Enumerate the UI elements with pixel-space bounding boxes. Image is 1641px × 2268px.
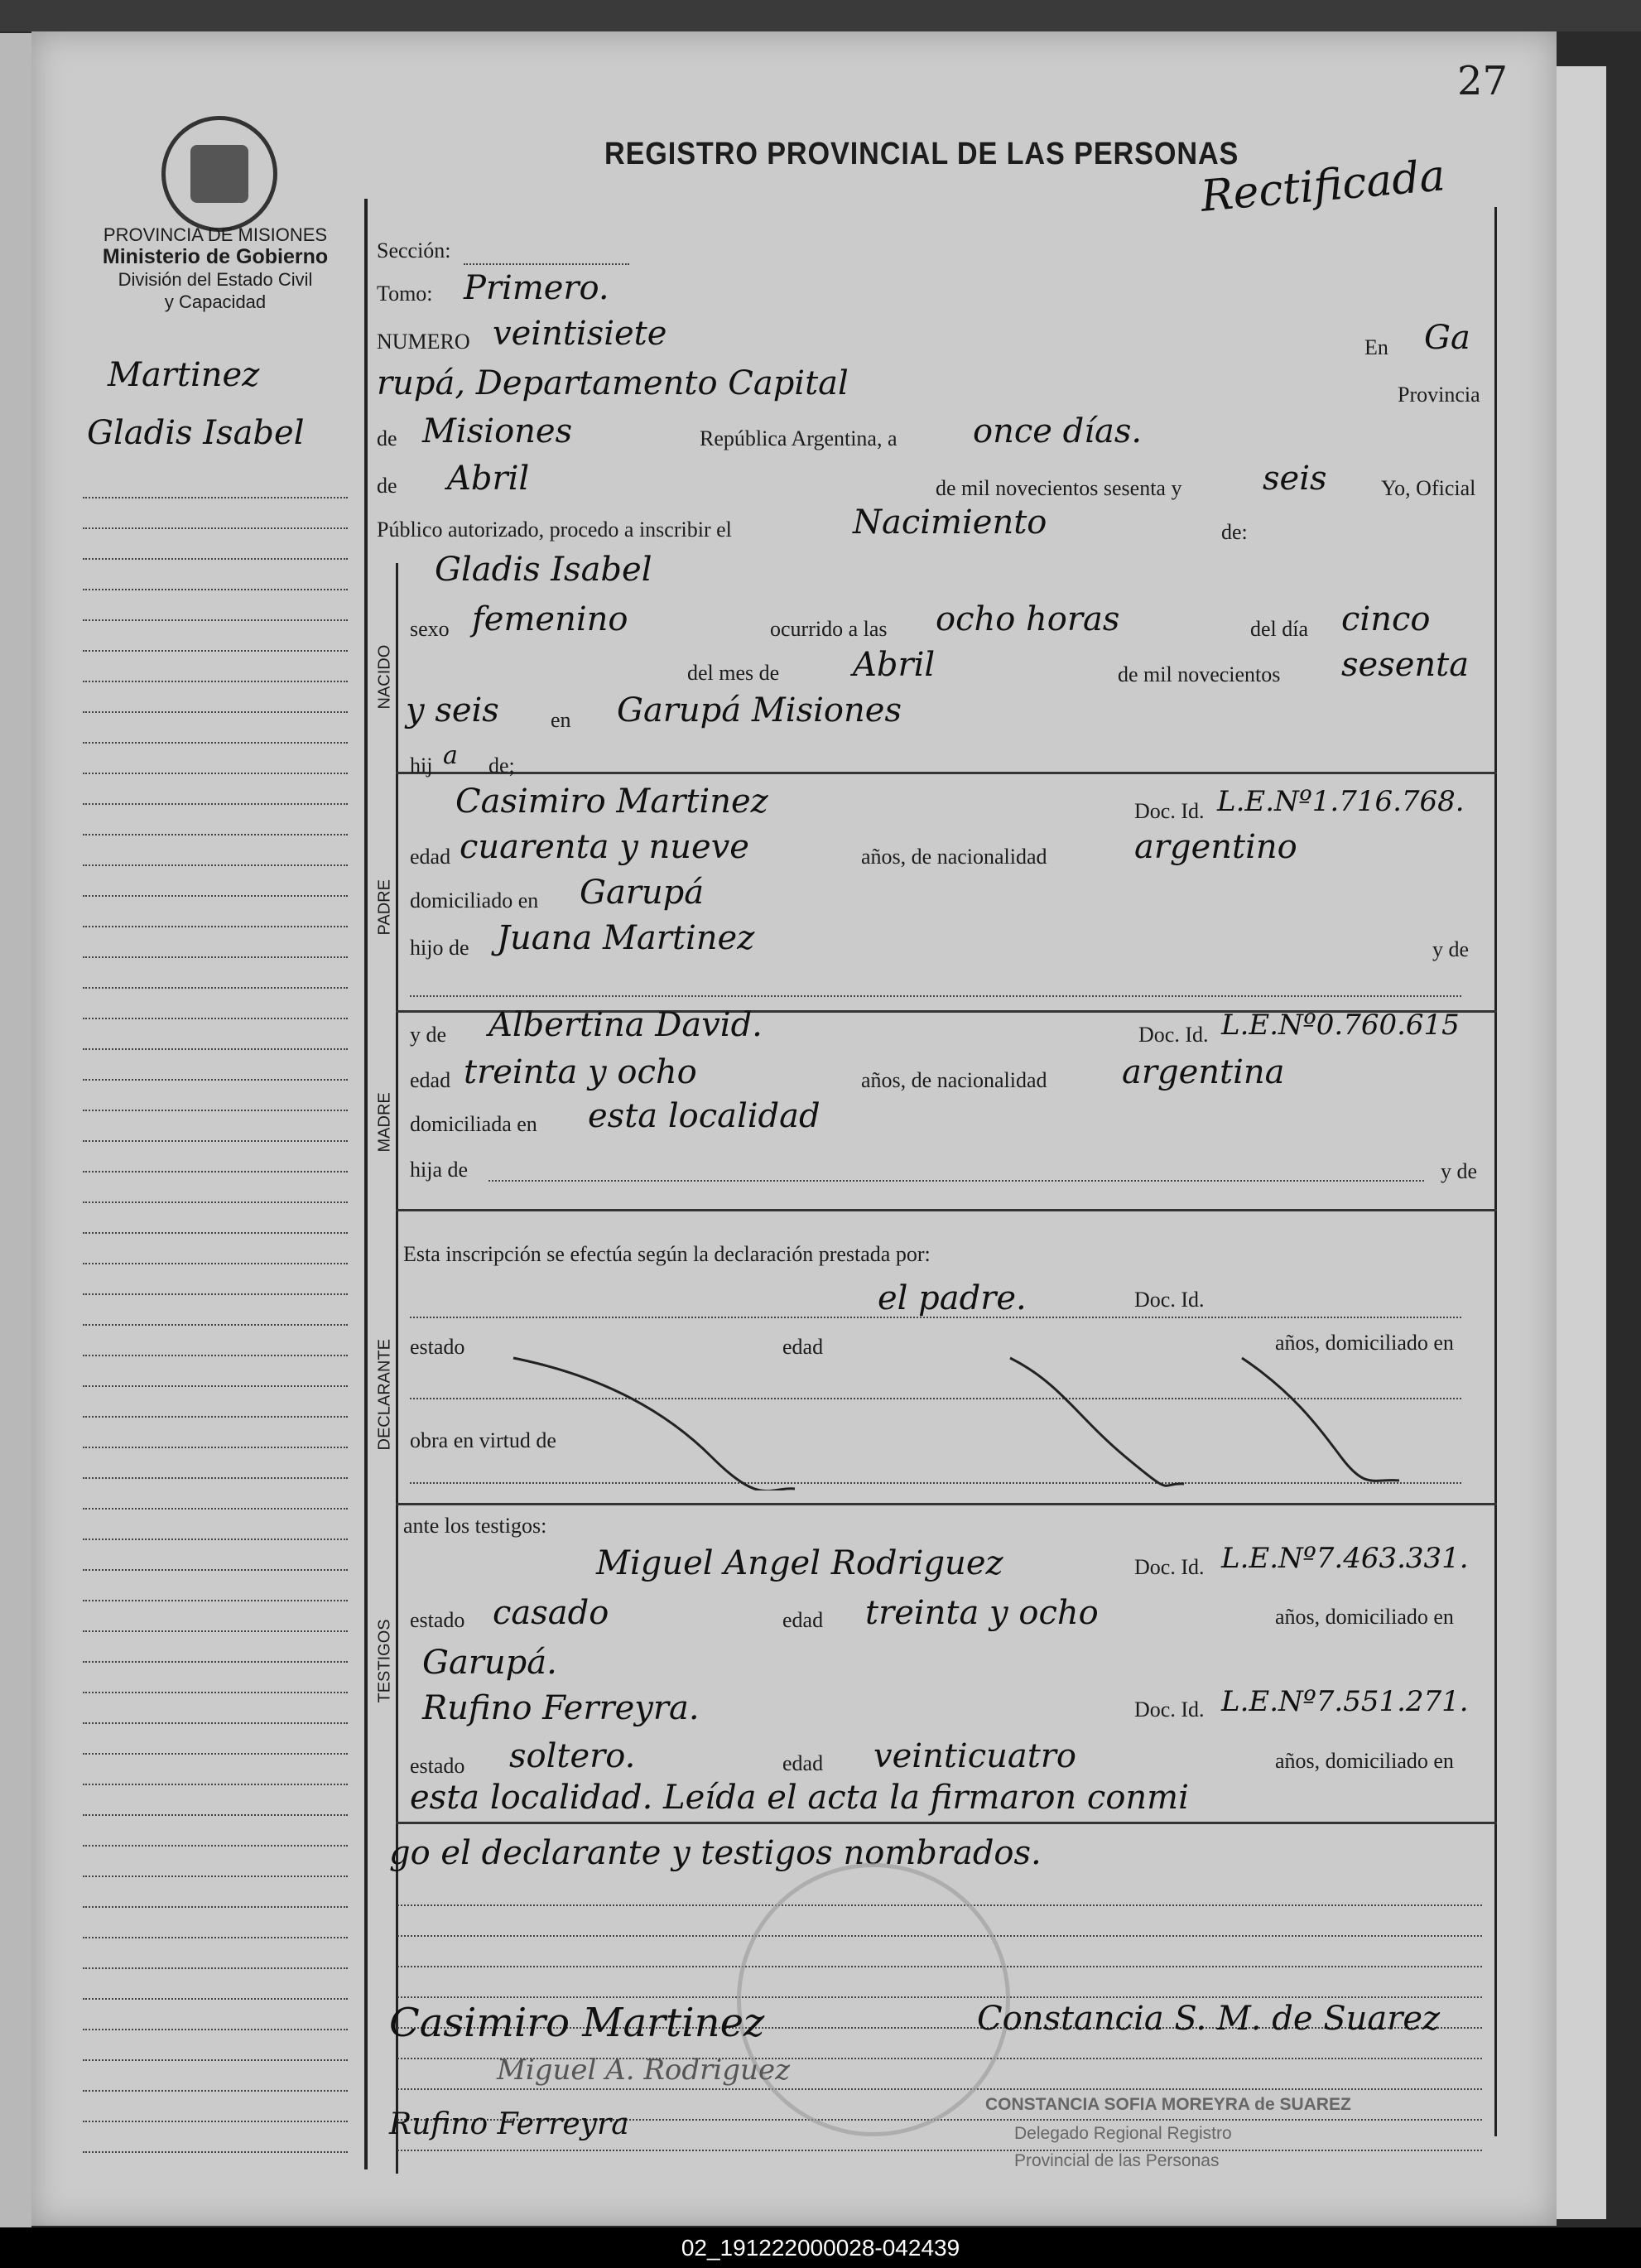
padre-side-label: PADRE [375, 879, 394, 936]
de-label: de [377, 426, 397, 450]
testigo1-anios-label: años, domiciliado en [1275, 1605, 1454, 1629]
circular-registry-stamp [737, 1863, 1010, 2136]
testigo2-doc-value: L.E.Nº7.551.271. [1221, 1685, 1469, 1718]
testigo1-nombre: Miguel Angel Rodriguez [596, 1544, 1003, 1582]
padre-nac-value: argentino [1134, 828, 1297, 866]
margin-rule [83, 956, 348, 958]
scan-top-edge [0, 0, 1641, 31]
testigo2-doc-label: Doc. Id. [1134, 1697, 1205, 1721]
declarante-edad-label: edad [782, 1335, 824, 1359]
ministry-province: PROVINCIA DE MISIONES [103, 224, 328, 245]
margin-rule [83, 895, 348, 897]
margin-rule [83, 1998, 348, 2000]
anio-value: sesenta [1341, 646, 1470, 684]
testigo1-edad-label: edad [782, 1608, 824, 1632]
page-number: 27 [1457, 58, 1509, 104]
padre-dom-label: domiciliado en [410, 888, 539, 912]
testigo1-doc-value: L.E.Nº7.463.331. [1221, 1542, 1469, 1575]
margin-rule [83, 1967, 348, 1969]
signature-casimiro: Casimiro Martinez [389, 2000, 765, 2046]
margin-rule [83, 803, 348, 805]
margin-rule [83, 1416, 348, 1418]
margin-rule [83, 497, 348, 498]
hij-de-label: de; [488, 754, 515, 778]
margin-rule [83, 834, 348, 835]
declarante-obra-label: obra en virtud de [410, 1428, 556, 1452]
ministry-division: División del Estado Civil [118, 269, 313, 290]
closing-line-2: go el declarante y testigos nombrados. [389, 1834, 1042, 1872]
testigo2-nombre: Rufino Ferreyra. [422, 1689, 700, 1727]
mil-label: de mil novecientos [1118, 662, 1281, 686]
padre-edad-label: edad [410, 845, 451, 869]
stamp-office: Provincial de las Personas [1014, 2151, 1220, 2170]
padre-nac-label: años, de nacionalidad [861, 845, 1047, 869]
en-value: Ga [1424, 319, 1470, 357]
padre-doc-label: Doc. Id. [1134, 799, 1205, 823]
margin-rule [83, 742, 348, 744]
padre-hijo-value: Juana Martinez [497, 919, 755, 957]
padre-hijo-label: hijo de [410, 936, 469, 960]
margin-rule [83, 1110, 348, 1111]
margin-divider [364, 199, 368, 2169]
mes-label: del mes de [687, 661, 780, 685]
madre-hija-line [488, 1180, 1424, 1182]
madre-yde2-label: y de [1441, 1159, 1478, 1183]
numero-value: veintisiete [493, 315, 667, 353]
margin-rule [83, 2151, 348, 2153]
madre-hija-label: hija de [410, 1158, 469, 1182]
margin-rule [83, 2090, 348, 2092]
padre-blank-line [410, 995, 1461, 997]
mes-value: Abril [853, 646, 936, 684]
margin-rule [83, 1538, 348, 1540]
del-dia-label: del día [1250, 617, 1309, 641]
acto-value: Nacimiento [853, 503, 1047, 542]
numero-label: NUMERO [377, 330, 470, 354]
declarante-line-1 [410, 1317, 1461, 1318]
tomo-label: Tomo: [377, 282, 433, 306]
publico-label: Público autorizado, procedo a inscribir el [377, 518, 732, 542]
nacido-side-label: NACIDO [375, 644, 394, 710]
republica-label: República Argentina, a [700, 426, 897, 450]
declarante-estado-label: estado [410, 1335, 465, 1359]
padre-yde-label: y de [1432, 937, 1470, 961]
testigo1-doc-label: Doc. Id. [1134, 1555, 1205, 1579]
en-lugar-label: en [551, 708, 571, 732]
margin-rule [83, 650, 348, 652]
lugar-value: Garupá Misiones [617, 691, 902, 730]
rule-nacido-end [396, 772, 1497, 774]
margin-rule [83, 987, 348, 989]
signature-miguel: Miguel A. Rodriguez [497, 2054, 790, 2087]
margin-rule [83, 1814, 348, 1816]
margin-rule [83, 926, 348, 927]
right-frame-line [1494, 207, 1497, 2136]
madre-doc-label: Doc. Id. [1138, 1023, 1209, 1047]
padre-doc-value: L.E.Nº1.716.768. [1217, 785, 1465, 818]
sexo-label: sexo [410, 617, 450, 641]
de3-label: de: [1221, 520, 1248, 544]
signature-rufino: Rufino Ferreyra [389, 2107, 629, 2141]
declarante-intro: Esta inscripción se efectúa según la declaración prestada por: [403, 1242, 931, 1266]
anio2-value: y seis [406, 691, 499, 730]
declarante-side-label: DECLARANTE [375, 1339, 394, 1451]
margin-rule [83, 1385, 348, 1387]
margin-rule [83, 1630, 348, 1632]
madre-nac-value: argentina [1122, 1053, 1285, 1091]
book-left-edge [0, 33, 31, 2227]
margin-rule [83, 1784, 348, 1785]
child-name: Gladis Isabel [435, 551, 652, 589]
margin-given-name: Gladis Isabel [87, 414, 305, 452]
margin-rule [83, 681, 348, 682]
rule-testigos-end [396, 1822, 1497, 1824]
madre-nombre: Albertina David. [488, 1006, 763, 1044]
padre-nombre: Casimiro Martinez [455, 782, 768, 821]
ministry-name: Ministerio de Gobierno [102, 245, 329, 268]
sexo-value: femenino [472, 600, 628, 638]
margin-rule [83, 1600, 348, 1601]
margin-rule [83, 773, 348, 774]
margin-rule [83, 1692, 348, 1693]
testigo2-anios-label: años, domiciliado en [1275, 1749, 1454, 1773]
margin-rule [83, 2059, 348, 2061]
dia-value: cinco [1341, 600, 1431, 638]
en-label: En [1364, 335, 1388, 359]
province-value: Misiones [422, 412, 573, 450]
stamp-name: CONSTANCIA SOFIA MOREYRA de SUAREZ [985, 2095, 1351, 2114]
scan-id-footer: 02_191222000028-042439 [0, 2227, 1641, 2268]
testigo2-estado-label: estado [410, 1754, 465, 1778]
margin-rule [83, 619, 348, 621]
ocurrido-label: ocurrido a las [770, 617, 888, 641]
testigo1-dom-value: Garupá. [422, 1644, 557, 1682]
margin-rule [83, 1447, 348, 1448]
margin-rule [83, 1201, 348, 1203]
year-label: de mil novecientos sesenta y [936, 476, 1182, 500]
margin-rule [83, 1140, 348, 1142]
signature-constancia: Constancia S. M. de Suarez [977, 2000, 1441, 2038]
testigo1-estado-label: estado [410, 1608, 465, 1632]
margin-rule [83, 589, 348, 590]
margin-rule [83, 1293, 348, 1295]
margin-rule [83, 1508, 348, 1510]
rectificada-annotation: Rectificada [1198, 151, 1447, 222]
provincial-seal [161, 116, 277, 232]
closing-line-1: esta localidad. Leída el acta la firmaron conmi [410, 1779, 1189, 1817]
padre-dom-value: Garupá [580, 874, 705, 912]
rule-declarante-end [396, 1503, 1497, 1505]
ministry-block [50, 224, 381, 313]
madre-nac-label: años, de nacionalidad [861, 1068, 1047, 1092]
margin-rule [83, 1018, 348, 1019]
ministry-capacity: y Capacidad [164, 291, 267, 312]
provincia-label: Provincia [1398, 383, 1480, 407]
testigos-intro: ante los testigos: [403, 1514, 547, 1538]
month-value: Abril [447, 460, 530, 498]
madre-dom-value: esta localidad [588, 1097, 820, 1135]
rule-madre-end [396, 1209, 1497, 1211]
margin-rule [83, 1171, 348, 1173]
margin-rule [83, 1232, 348, 1234]
de2-label: de [377, 474, 397, 498]
testigo1-estado-value: casado [493, 1594, 609, 1632]
margin-rule [83, 711, 348, 713]
margin-rule [83, 1477, 348, 1479]
margin-rule [83, 1906, 348, 1908]
tomo-value: Primero. [464, 269, 609, 307]
declarante-nombre: el padre. [878, 1279, 1027, 1317]
declarante-doc-label: Doc. Id. [1134, 1288, 1205, 1312]
margin-rule [83, 1079, 348, 1081]
testigos-side-label: TESTIGOS [375, 1619, 394, 1703]
margin-rule [83, 1569, 348, 1571]
margin-rule [83, 1324, 348, 1326]
declarante-anios-label: años, domiciliado en [1275, 1331, 1454, 1355]
city-line: rupá, Departamento Capital [377, 364, 849, 402]
seccion-label: Sección: [377, 238, 451, 262]
madre-edad-value: treinta y ocho [464, 1053, 697, 1091]
testigo2-estado-value: soltero. [509, 1737, 636, 1775]
margin-rule [83, 1876, 348, 1877]
madre-side-label: MADRE [375, 1092, 394, 1153]
oficial-label: Yo, Oficial [1381, 476, 1476, 500]
page-heading: REGISTRO PROVINCIAL DE LAS PERSONAS [604, 137, 1239, 171]
margin-surname: Martinez [108, 356, 260, 394]
hij-label: hij [410, 754, 433, 778]
madre-dom-label: domiciliada en [410, 1112, 537, 1136]
margin-rule [83, 558, 348, 560]
margin-rule [83, 1937, 348, 1938]
lower-rule [397, 2150, 1482, 2151]
margin-rule [83, 1661, 348, 1663]
margin-rule [83, 1722, 348, 1724]
hora-value: ocho horas [936, 600, 1120, 638]
margin-rule [83, 1753, 348, 1755]
testigo2-edad-label: edad [782, 1751, 824, 1775]
margin-rule [83, 1048, 348, 1050]
hij-value: a [443, 741, 458, 770]
margin-rule [83, 2029, 348, 2030]
book-right-edge [1557, 66, 1606, 2219]
strikethrough-lines [497, 1341, 1449, 1490]
madre-edad-label: edad [410, 1068, 451, 1092]
day-value: once días. [973, 412, 1143, 450]
padre-edad-value: cuarenta y nueve [460, 828, 749, 866]
margin-rule [83, 864, 348, 866]
margin-rule [83, 1845, 348, 1847]
testigo2-edad-value: veinticuatro [873, 1737, 1076, 1775]
margin-rule [83, 1355, 348, 1356]
margin-rule [83, 1263, 348, 1264]
margin-rule [83, 2121, 348, 2122]
seccion-line [464, 263, 629, 265]
madre-doc-value: L.E.Nº0.760.615 [1221, 1009, 1460, 1042]
year-value: seis [1263, 460, 1327, 498]
stamp-title: Delegado Regional Registro [1014, 2124, 1232, 2143]
testigo1-edad-value: treinta y ocho [865, 1594, 1099, 1632]
madre-yde-label: y de [410, 1023, 447, 1047]
section-label-divider [396, 563, 398, 2174]
margin-rule [83, 527, 348, 529]
